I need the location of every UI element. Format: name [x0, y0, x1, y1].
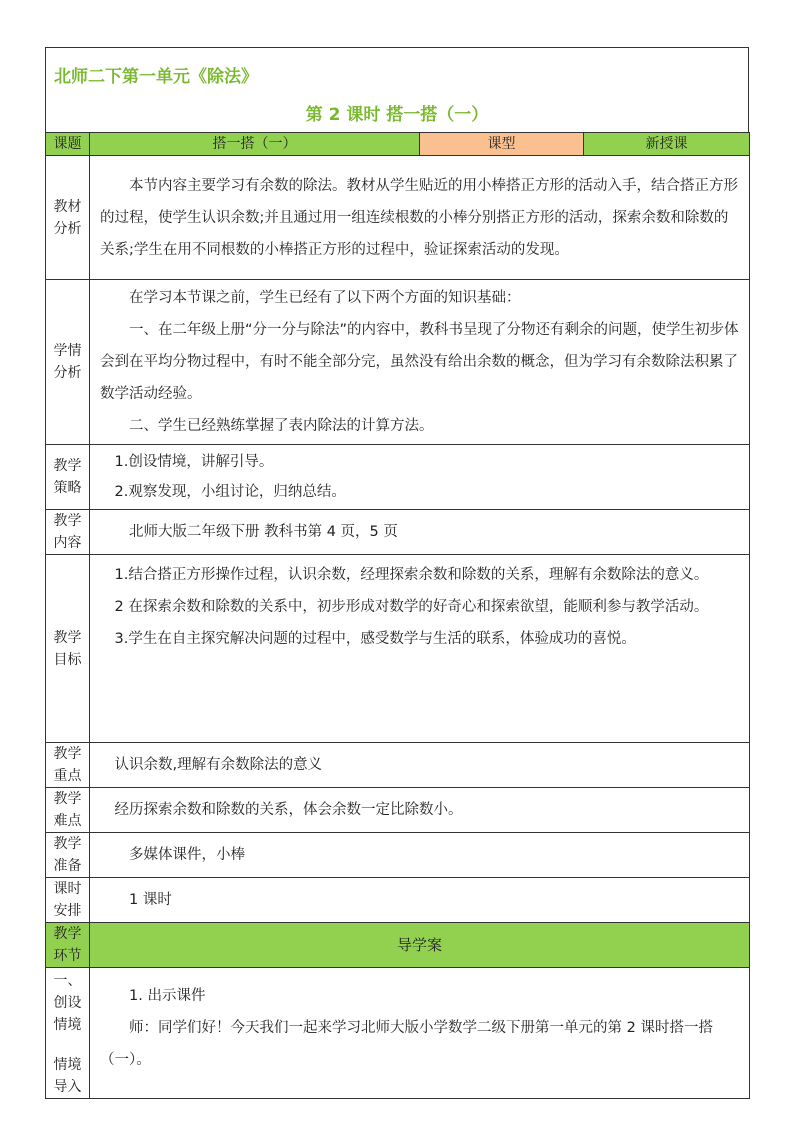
- learners-row: [46, 280, 750, 445]
- schedule-row: [46, 878, 750, 923]
- topic-row: [46, 133, 750, 156]
- stages-row: [46, 923, 750, 968]
- lesson-plan-sheet: [45, 47, 749, 1099]
- materials-label: 教材 分析: [46, 156, 90, 280]
- goals-row: [46, 555, 750, 743]
- strategy-row: [46, 445, 750, 510]
- materials-text: 本节内容主要学习有余数的除法。教材从学生贴近的用小棒搭正方形的活动入手，结合搭正方形的过程，使学生认识余数;并且通过用一组连续根数的小棒分别搭正方形的活动，探索余数和除数的关系;学生在用不同根数的小棒搭正方形的过程中，验证探索活动的发现。: [90, 156, 750, 280]
- step1-text: 1. 出示课件 师：同学们好！今天我们一起来学习北师大版小学数学二级下册第一单元的第 2 课时搭一搭（一）。: [90, 968, 750, 1099]
- step1-row: [46, 968, 750, 1099]
- step1-label: 一、 创设 情境 情境 导入: [46, 968, 90, 1099]
- document-header: [45, 47, 749, 132]
- stages-label: 教学 环节: [46, 923, 90, 968]
- schedule-label: 课时 安排: [46, 878, 90, 923]
- content-text: 北师大版二年级下册 教科书第 4 页，5 页: [90, 510, 750, 555]
- type-label: 课型: [420, 133, 584, 156]
- goals-label: 教学 目标: [46, 555, 90, 743]
- schedule-text: 1 课时: [90, 878, 750, 923]
- materials-row: [46, 156, 750, 280]
- strategy-label: 教学 策略: [46, 445, 90, 510]
- difficulties-row: [46, 788, 750, 833]
- preparation-row: [46, 833, 750, 878]
- type-value: 新授课: [584, 133, 750, 156]
- lesson-plan-table: [45, 132, 750, 1099]
- difficulties-label: 教学 难点: [46, 788, 90, 833]
- series-title: 北师二下第一单元《除法》: [54, 67, 258, 87]
- goals-text: 1.结合搭正方形操作过程，认识余数，经理探索余数和除数的关系，理解有余数除法的意义。 2 在探索余数和除数的关系中，初步形成对数学的好奇心和探索欲望，能顺利参与教学活动。 3.学生在自主探究解决问题的过程中，感受数学与生活的联系，体验成功的喜悦。: [90, 555, 750, 743]
- stages-heading: 导学案: [90, 923, 750, 968]
- key-points-row: [46, 743, 750, 788]
- lesson-title: 第 2 课时 搭一搭（一）: [305, 105, 489, 125]
- topic-label: 课题: [46, 133, 90, 156]
- topic-value: 搭一搭（一）: [90, 133, 420, 156]
- preparation-text: 多媒体课件，小棒: [90, 833, 750, 878]
- difficulties-text: 经历探索余数和除数的关系，体会余数一定比除数小。: [90, 788, 750, 833]
- strategy-text: 1.创设情境，讲解引导。 2.观察发现，小组讨论，归纳总结。: [90, 445, 750, 510]
- key-points-text: 认识余数,理解有余数除法的意义: [90, 743, 750, 788]
- key-points-label: 教学 重点: [46, 743, 90, 788]
- content-row: [46, 510, 750, 555]
- content-label: 教学 内容: [46, 510, 90, 555]
- learners-text: 在学习本节课之前，学生已经有了以下两个方面的知识基础： 一、在二年级上册“分一分与除法”的内容中，教科书呈现了分物还有剩余的问题，使学生初步体会到在平均分物过程中，有时不能全部分完，虽然没有给出余数的概念，但为学习有余数除法积累了数学活动经验。 二、学生已经熟练掌握了表内除法的计算方法。: [90, 280, 750, 445]
- preparation-label: 教学 准备: [46, 833, 90, 878]
- learners-label: 学情 分析: [46, 280, 90, 445]
